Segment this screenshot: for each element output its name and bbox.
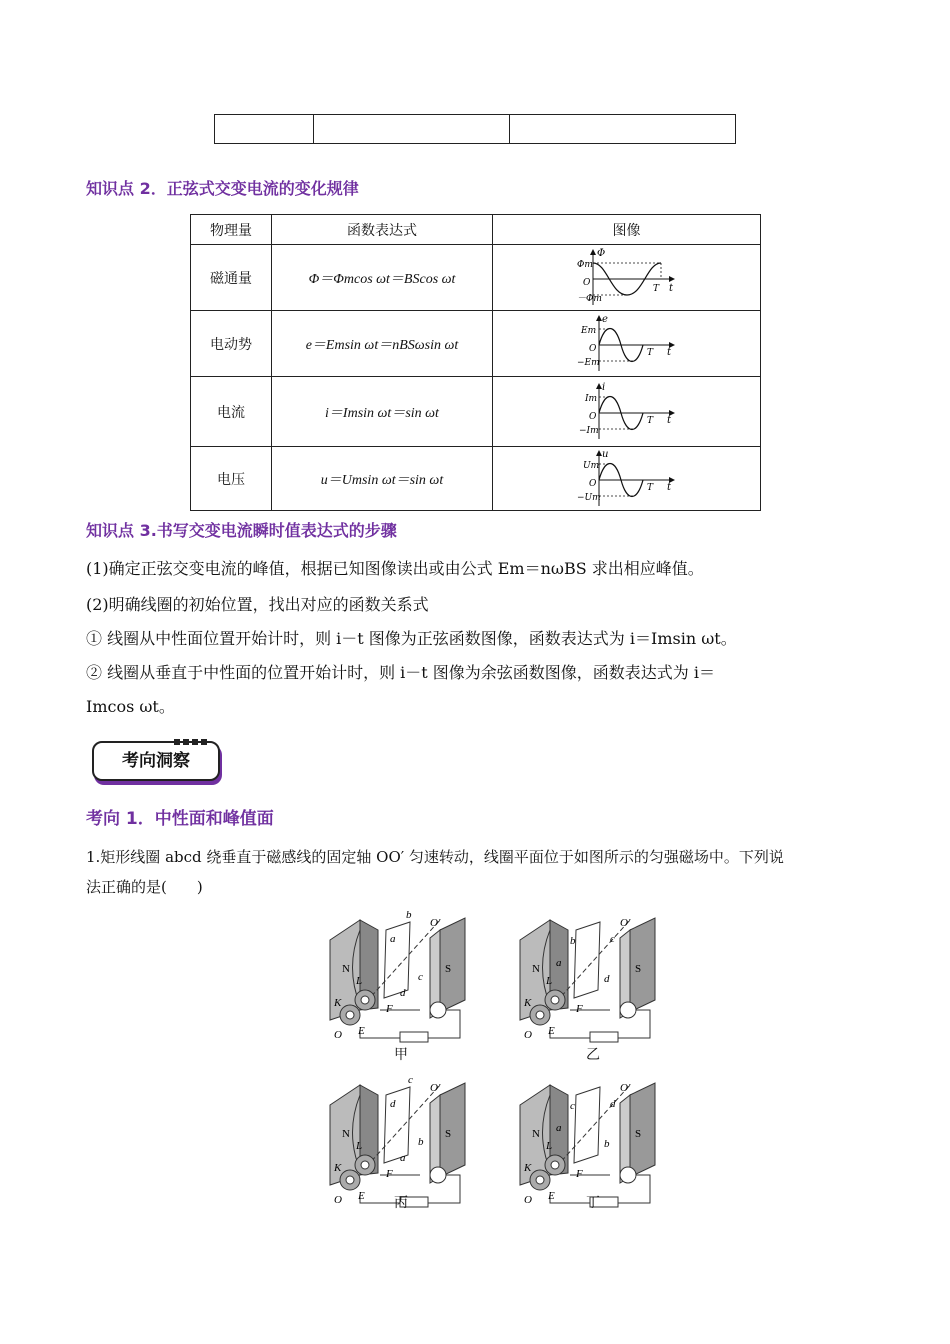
svg-text:K: K <box>524 997 532 1009</box>
row-formula: e＝Emsin ωt＝nBSωsin ωt <box>272 311 493 377</box>
svg-text:O: O <box>524 1029 532 1041</box>
svg-text:−Im: −Im <box>578 425 599 436</box>
svg-text:L: L <box>356 975 363 987</box>
svg-text:O: O <box>582 277 590 288</box>
row-name: 磁通量 <box>191 245 272 311</box>
row-formula: i＝Imsin ωt＝sin ωt <box>272 377 493 447</box>
svg-text:－Φm: －Φm <box>576 293 602 304</box>
svg-text:t: t <box>666 414 671 426</box>
svg-text:O′: O′ <box>430 917 441 929</box>
svg-text:Um: Um <box>582 460 599 471</box>
svg-text:a: a <box>390 933 396 945</box>
step-4-cont: Imcos ωt。 <box>86 697 175 716</box>
svg-text:E: E <box>358 1190 365 1202</box>
svg-text:b: b <box>604 1138 610 1150</box>
svg-text:O′: O′ <box>620 917 631 929</box>
svg-text:b: b <box>570 935 576 947</box>
svg-text:d: d <box>610 1098 616 1110</box>
svg-text:N: N <box>342 1128 350 1140</box>
direction-badge <box>92 737 228 789</box>
row-name: 电流 <box>191 377 272 447</box>
svg-text:E: E <box>548 1025 555 1037</box>
svg-text:T: T <box>646 347 653 358</box>
svg-text:O: O <box>524 1194 532 1206</box>
svg-text:F: F <box>576 1003 583 1015</box>
svg-text:K: K <box>334 1162 342 1174</box>
svg-text:K: K <box>524 1162 532 1174</box>
header-graph: 图像 <box>493 215 761 245</box>
svg-text:T: T <box>646 482 653 493</box>
svg-text:N: N <box>532 963 540 975</box>
svg-text:i: i <box>601 381 605 393</box>
svg-text:S: S <box>635 1128 642 1140</box>
svg-text:T: T <box>646 415 653 426</box>
svg-text:−Um: −Um <box>576 492 601 503</box>
table-row <box>191 311 761 377</box>
caption-jia: 甲 <box>394 1047 408 1063</box>
svg-text:L: L <box>546 1140 553 1152</box>
knowledge-table <box>190 214 761 511</box>
header-formula: 函数表达式 <box>272 215 493 245</box>
svg-text:u: u <box>601 448 608 460</box>
n-pole-label: N <box>342 963 350 975</box>
svg-text:a: a <box>556 1122 562 1134</box>
phi-graph-cell <box>493 245 761 311</box>
badge-label: 考向洞察 <box>92 741 220 781</box>
section-3-title: 知识点 3.书写交变电流瞬时值表达式的步骤 <box>86 521 397 540</box>
empty-table <box>214 114 736 144</box>
svg-text:E: E <box>358 1025 365 1037</box>
svg-text:Em: Em <box>580 325 596 336</box>
svg-text:L: L <box>356 1140 363 1152</box>
table-row <box>191 377 761 447</box>
svg-text:O: O <box>588 343 596 354</box>
svg-text:L: L <box>546 975 553 987</box>
svg-text:O: O <box>588 411 596 422</box>
svg-text:t: t <box>668 282 673 294</box>
svg-text:Φm: Φm <box>576 259 593 270</box>
u-graph-cell <box>493 447 761 511</box>
row-formula: Φ＝Φmcos ωt＝BScos ωt <box>272 245 493 311</box>
svg-text:d: d <box>604 973 610 985</box>
step-3: ① 线圈从中性面位置开始计时，则 i－t 图像为正弦函数图像，函数表达式为 i＝Imsin ωt。 <box>86 629 737 648</box>
i-graph-cell <box>493 377 761 447</box>
svg-text:t: t <box>666 481 671 493</box>
s-pole-label: S <box>445 963 452 975</box>
step-4: ② 线圈从垂直于中性面的位置开始计时，则 i－t 图像为余弦函数图像，函数表达式为 i＝ <box>86 663 716 682</box>
row-name: 电压 <box>191 447 272 511</box>
svg-text:c: c <box>408 1074 413 1086</box>
svg-text:e: e <box>601 313 608 325</box>
direction-1-title: 考向 1．中性面和峰值面 <box>86 809 274 829</box>
svg-text:T: T <box>652 283 659 294</box>
svg-text:c: c <box>570 1100 575 1112</box>
generator-figures <box>320 900 680 1220</box>
row-formula: u＝Umsin ωt＝sin ωt <box>272 447 493 511</box>
question-line-2: 法正确的是( ) <box>86 878 203 896</box>
table-row <box>191 245 761 311</box>
svg-text:a: a <box>400 1152 406 1164</box>
svg-text:S: S <box>635 963 642 975</box>
phi-cos-graph <box>577 247 677 309</box>
svg-text:c: c <box>418 971 423 983</box>
svg-text:b: b <box>406 909 412 921</box>
caption-yi: 乙 <box>586 1047 600 1063</box>
svg-text:F: F <box>386 1168 393 1180</box>
svg-text:O: O <box>334 1029 342 1041</box>
svg-text:c: c <box>610 933 615 945</box>
svg-text:Im: Im <box>584 393 597 404</box>
row-name: 电动势 <box>191 311 272 377</box>
svg-text:d: d <box>390 1098 396 1110</box>
svg-text:a: a <box>556 957 562 969</box>
svg-text:d: d <box>400 987 406 999</box>
caption-ding: 丁 <box>586 1195 600 1211</box>
svg-text:E: E <box>548 1190 555 1202</box>
svg-text:F: F <box>576 1168 583 1180</box>
header-quantity: 物理量 <box>191 215 272 245</box>
svg-text:S: S <box>445 1128 452 1140</box>
svg-text:O: O <box>334 1194 342 1206</box>
svg-text:O′: O′ <box>620 1082 631 1094</box>
badge-dots-icon <box>174 737 214 747</box>
e-sin-graph <box>577 313 677 375</box>
step-1: (1)确定正弦交变电流的峰值，根据已知图像读出或由公式 Em＝nωBS 求出相应峰值。 <box>86 559 704 578</box>
svg-text:−Em: −Em <box>576 357 600 368</box>
svg-text:F: F <box>386 1003 393 1015</box>
y-label: Φ <box>596 247 605 259</box>
svg-text:K: K <box>334 997 342 1009</box>
e-graph-cell <box>493 311 761 377</box>
svg-text:O′: O′ <box>430 1082 441 1094</box>
question-line-1: 1.矩形线圈 abcd 绕垂直于磁感线的固定轴 OO′ 匀速转动，线圈平面位于如图所示的匀强磁场中。下列说 <box>86 848 784 866</box>
svg-text:t: t <box>666 346 671 358</box>
svg-text:N: N <box>532 1128 540 1140</box>
svg-text:O: O <box>588 478 596 489</box>
section-2-title: 知识点 2．正弦式交变电流的变化规律 <box>86 179 359 198</box>
table-row <box>191 447 761 511</box>
svg-text:b: b <box>418 1136 424 1148</box>
i-sin-graph <box>577 381 677 443</box>
step-2: (2)明确线圈的初始位置，找出对应的函数关系式 <box>86 595 429 614</box>
caption-bing: 丙 <box>394 1195 408 1211</box>
u-sin-graph <box>577 448 677 510</box>
